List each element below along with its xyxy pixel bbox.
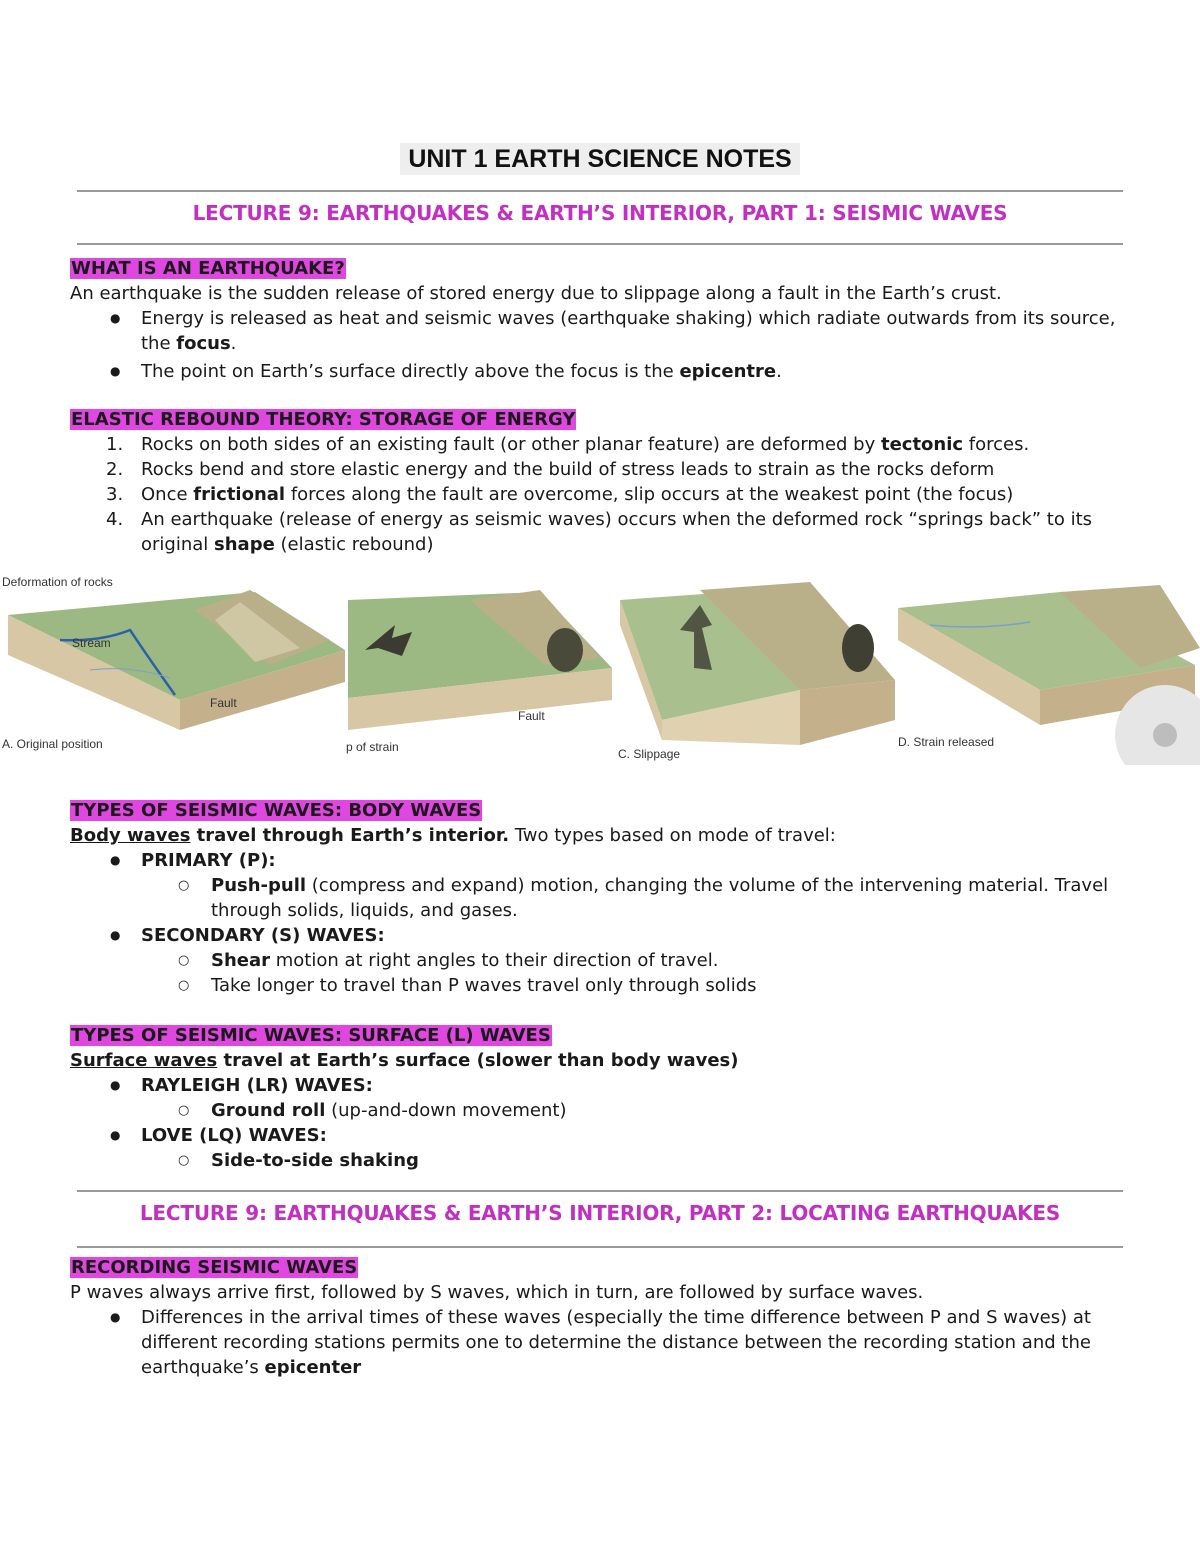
list-item: ● LOVE (LQ) WAVES:	[70, 1123, 1130, 1148]
paragraph: P waves always arrive first, followed by S waves, which in turn, are followed by surface waves.	[70, 1282, 924, 1303]
fault-label: Fault	[518, 709, 545, 723]
list-item: 2. Rocks bend and store elastic energy and the build of stress leads to strain as the rocks deform	[106, 459, 995, 480]
list-item: ● RAYLEIGH (LR) WAVES:	[70, 1073, 1130, 1098]
fault-label: Fault	[210, 696, 237, 710]
list-item: ● PRIMARY (P):	[70, 848, 1130, 873]
label-strain-released: D. Strain released	[898, 735, 995, 749]
list-item: ● SECONDARY (S) WAVES:	[70, 923, 1130, 948]
paragraph: An earthquake is the sudden release of stored energy due to slippage along a fault in the Earth’s crust.	[70, 283, 1002, 304]
list-item: ○ Take longer to travel than P waves travel only through solids	[70, 973, 1130, 998]
label-original-position: A. Original position	[2, 737, 103, 751]
panel-original-position	[2, 575, 345, 751]
section-body-waves	[70, 798, 1130, 998]
lecture-2-heading: LECTURE 9: EARTHQUAKES & EARTH’S INTERIOR, PART 2: LOCATING EARTHQUAKES	[139, 1201, 1061, 1225]
section-what-is-earthquake	[70, 256, 1130, 384]
section-heading: RECORDING SEISMIC WAVES	[71, 1257, 358, 1278]
list-item: ● Differences in the arrival times of these waves (especially the time difference between P and S waves) at different recording stations permits one to determine the distance between the recording station and the earthquake’s epicenter	[70, 1305, 1130, 1380]
list-item: ● The point on Earth’s surface directly above the focus is the epicentre.	[70, 359, 1130, 384]
divider	[77, 1246, 1123, 1248]
section-recording	[70, 1255, 1130, 1380]
plus-icon	[1153, 723, 1177, 747]
list-item: ○ Push-pull (compress and expand) motion, changing the volume of the intervening material. Travel through solids, liquids, and gases.	[70, 873, 1130, 923]
page-title: UNIT 1 EARTH SCIENCE NOTES	[400, 143, 800, 175]
figure-title: Deformation of rocks	[2, 575, 113, 589]
divider	[77, 1190, 1123, 1192]
section-surface-waves	[70, 1023, 1130, 1173]
list-item: ○ Ground roll (up-and-down movement)	[70, 1098, 1130, 1123]
divider	[77, 190, 1123, 192]
panel-build-up-of-strain	[346, 590, 612, 754]
elastic-rebound-figure	[0, 570, 1200, 765]
list-item: ● Energy is released as heat and seismic waves (earthquake shaking) which radiate outwards from its source, the focus.	[70, 306, 1130, 356]
list-item: 1. Rocks on both sides of an existing fault (or other planar feature) are deformed by tectonic forces.	[106, 434, 1030, 455]
section-heading: TYPES OF SEISMIC WAVES: SURFACE (L) WAVES	[71, 1025, 551, 1046]
label-slippage: C. Slippage	[618, 747, 681, 761]
stream-label: Stream	[72, 636, 111, 650]
list-item: ○ Shear motion at right angles to their direction of travel.	[70, 948, 1130, 973]
lecture-1-heading: LECTURE 9: EARTHQUAKES & EARTH’S INTERIOR, PART 1: SEISMIC WAVES	[192, 201, 1008, 225]
section-elastic-rebound	[70, 407, 1130, 557]
section-heading: WHAT IS AN EARTHQUAKE?	[71, 258, 345, 279]
list-item: 3. Once frictional forces along the fault are overcome, slip occurs at the weakest point (the focus)	[106, 484, 1014, 505]
label-build-up-of-strain: p of strain	[346, 740, 399, 754]
list-item: 4. An earthquake (release of energy as seismic waves) occurs when the deformed rock “springs back” to its original shape (elastic rebound)	[106, 509, 1093, 555]
section-heading: ELASTIC REBOUND THEORY: STORAGE OF ENERGY	[71, 409, 576, 430]
panel-strain-released	[898, 585, 1200, 765]
divider	[77, 243, 1123, 245]
panel-slippage	[618, 582, 895, 761]
paragraph: Body waves travel through Earth’s interior. Two types based on mode of travel:	[70, 825, 836, 846]
list-item: ○ Side-to-side shaking	[70, 1148, 1130, 1173]
section-heading: TYPES OF SEISMIC WAVES: BODY WAVES	[71, 800, 482, 821]
paragraph: Surface waves travel at Earth’s surface (slower than body waves)	[70, 1050, 739, 1071]
